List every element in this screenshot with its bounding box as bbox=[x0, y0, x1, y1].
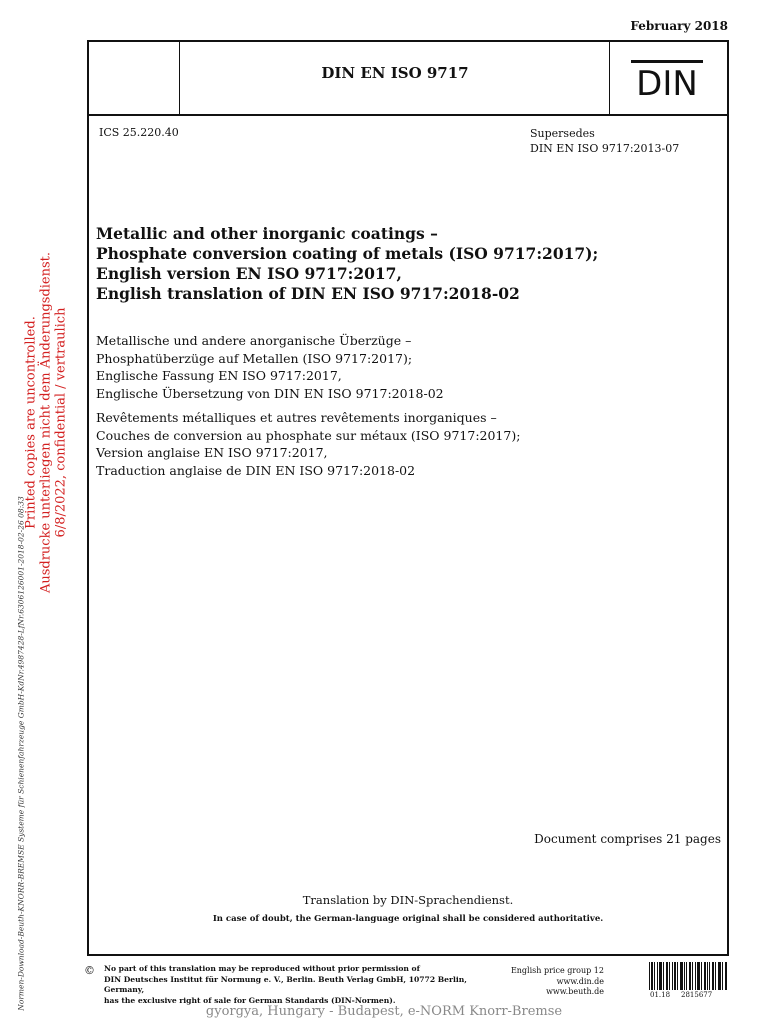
title-de-line: Englische Fassung EN ISO 9717:2017, bbox=[96, 368, 342, 383]
translation-note: Translation by DIN-Sprachendienst. bbox=[302, 893, 514, 907]
stamp-line: Ausdrucke unterliegen nicht dem Änderungsdienst. bbox=[38, 251, 54, 594]
title-en-line: English translation of DIN EN ISO 9717:2018-02 bbox=[96, 284, 520, 303]
cover-frame bbox=[87, 40, 729, 956]
barcode-right-code: 2815677 bbox=[681, 991, 713, 999]
svg-text:DIN: DIN bbox=[636, 64, 698, 100]
header-divider-right bbox=[609, 42, 610, 114]
supersedes-value: DIN EN ISO 9717:2013-07 bbox=[530, 142, 680, 155]
header-rule bbox=[89, 114, 727, 116]
din-website-link[interactable]: www.din.de bbox=[556, 976, 604, 986]
header-divider-left bbox=[179, 42, 180, 114]
issue-date: February 2018 bbox=[630, 19, 728, 33]
supersedes-label: Supersedes bbox=[530, 127, 595, 140]
copyright-line: No part of this translation may be reproduced without prior permission of bbox=[104, 964, 420, 973]
title-de-line: Phosphatüberzüge auf Metallen (ISO 9717:2017); bbox=[96, 350, 413, 366]
copyright-line: has the exclusive right of sale for German Standards (DIN-Normen). bbox=[104, 995, 396, 1005]
title-english bbox=[96, 224, 716, 304]
ics-code: ICS 25.220.40 bbox=[99, 126, 179, 139]
copyright-notice bbox=[104, 964, 484, 1006]
title-fr-line: Couches de conversion au phosphate sur métaux (ISO 9717:2017); bbox=[96, 427, 521, 443]
title-fr-line: Version anglaise EN ISO 9717:2017, bbox=[96, 445, 328, 460]
beuth-website-link[interactable]: www.beuth.de bbox=[546, 987, 604, 996]
title-en-line: Phosphate conversion coating of metals (ISO 9717:2017); bbox=[96, 244, 599, 263]
page-count-note: Document comprises 21 pages bbox=[534, 832, 721, 846]
title-en-line: English version EN ISO 9717:2017, bbox=[96, 264, 402, 283]
price-group: English price group 12 bbox=[510, 966, 604, 975]
supersedes-block bbox=[530, 126, 679, 156]
title-de-line: Englische Übersetzung von DIN EN ISO 9717:2018-02 bbox=[96, 385, 444, 401]
title-fr-line: Traduction anglaise de DIN EN ISO 9717:2018-02 bbox=[96, 462, 416, 478]
title-fr-line: Revêtements métalliques et autres revêtements inorganiques – bbox=[96, 410, 497, 425]
stamp-line: Printed copies are uncontrolled. bbox=[23, 316, 39, 529]
copyright-icon: © bbox=[84, 964, 95, 977]
download-watermark-text: Normen-Download-Beuth-KNORR-BREMSE Systeme für Schienenfahrzeuge GmbH-KdNr.4987428-LfNr.6306126001-2018-02-26 08:33 bbox=[16, 496, 26, 1011]
din-logo-icon bbox=[629, 58, 709, 100]
price-block bbox=[506, 966, 604, 998]
title-french bbox=[96, 409, 716, 479]
stamp-line: 6/8/2022, confidential / vertraulich bbox=[53, 307, 69, 538]
copyright-line: DIN Deutsches Institut für Normung e. V., Berlin. Beuth Verlag GmbH, 10772 Berlin, Germany, bbox=[104, 974, 467, 994]
authority-note: In case of doubt, the German-language original shall be considered authoritative. bbox=[212, 914, 604, 924]
document-number: DIN EN ISO 9717 bbox=[321, 64, 469, 82]
barcode-left-code: 01.18 bbox=[650, 991, 671, 999]
license-footer: gyorgya, Hungary - Budapest, e-NORM Knorr-Bremse bbox=[205, 1004, 563, 1019]
barcode-icon bbox=[648, 962, 728, 990]
title-german bbox=[96, 332, 716, 402]
title-en-line: Metallic and other inorganic coatings – bbox=[96, 224, 438, 243]
title-de-line: Metallische und andere anorganische Überzüge – bbox=[96, 333, 412, 348]
